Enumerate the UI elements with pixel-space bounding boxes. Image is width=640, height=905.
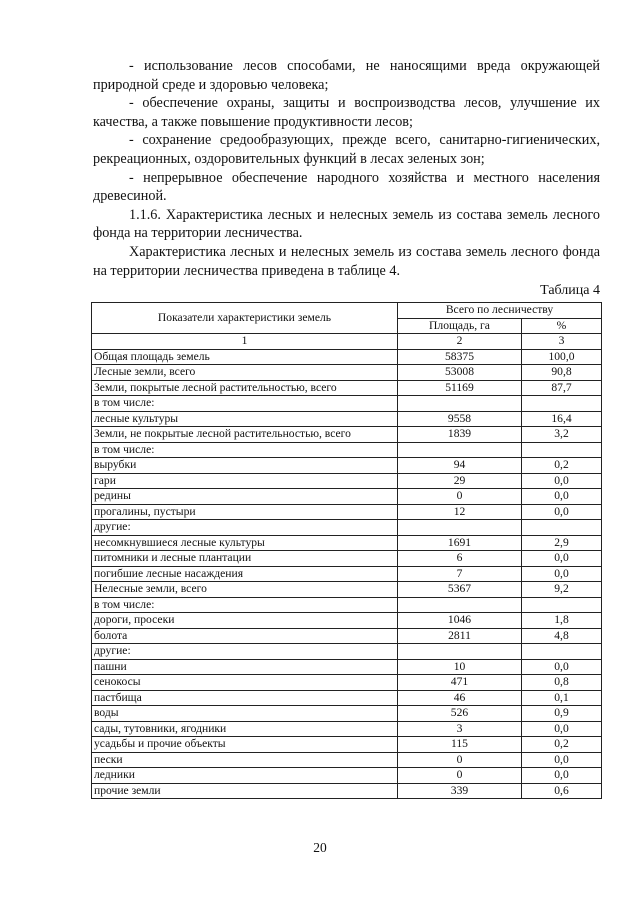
column-number: 1 <box>92 334 398 350</box>
paragraph: - непрерывное обеспечение народного хозяйства и местного населения древесиной. <box>93 169 600 205</box>
row-area: 471 <box>398 675 522 691</box>
row-name: пески <box>92 752 398 768</box>
table-row <box>92 349 602 365</box>
row-name: в том числе: <box>92 597 398 613</box>
table-row <box>92 489 602 505</box>
row-percent: 3,2 <box>522 427 602 443</box>
row-area: 0 <box>398 489 522 505</box>
row-percent: 0,0 <box>522 752 602 768</box>
row-percent: 90,8 <box>522 365 602 381</box>
paragraph: Характеристика лесных и нелесных земель из состава земель лесного фонда на территории лесничества приведена в таблице 4. <box>93 243 600 279</box>
row-name: другие: <box>92 520 398 536</box>
row-area: 115 <box>398 737 522 753</box>
row-name: Земли, не покрытые лесной растительностью, всего <box>92 427 398 443</box>
table-row <box>92 411 602 427</box>
row-area: 51169 <box>398 380 522 396</box>
row-area: 9558 <box>398 411 522 427</box>
table-row <box>92 535 602 551</box>
row-percent: 0,0 <box>522 768 602 784</box>
row-percent: 0,0 <box>522 551 602 567</box>
row-percent: 4,8 <box>522 628 602 644</box>
row-area: 6 <box>398 551 522 567</box>
paragraph: - использование лесов способами, не наносящими вреда окружающей природной среде и здоровью человека; <box>93 58 600 93</box>
table-row <box>92 768 602 784</box>
column-number: 2 <box>398 334 522 350</box>
row-percent <box>522 597 602 613</box>
table-row <box>92 690 602 706</box>
table-row <box>92 597 602 613</box>
row-area: 10 <box>398 659 522 675</box>
row-area <box>398 597 522 613</box>
row-percent: 87,7 <box>522 380 602 396</box>
row-area: 0 <box>398 752 522 768</box>
table-row <box>92 396 602 412</box>
row-name: Общая площадь земель <box>92 349 398 365</box>
table-row <box>92 566 602 582</box>
row-area: 526 <box>398 706 522 722</box>
table-row <box>92 520 602 536</box>
row-percent: 0,9 <box>522 706 602 722</box>
table-row <box>92 659 602 675</box>
section-heading: 1.1.6. Характеристика лесных и нелесных земель из состава земель лесного фонда на территории лесничества. <box>93 206 600 242</box>
header-group-total: Всего по лесничеству <box>398 303 602 319</box>
table-row <box>92 706 602 722</box>
paragraph: - сохранение средообразующих, прежде всего, санитарно-гигиенических, рекреационных, оздоровительных функций в лесах зеленых зон; <box>93 132 600 167</box>
row-area <box>398 442 522 458</box>
row-name: прогалины, пустыри <box>92 504 398 520</box>
row-name: погибшие лесные насаждения <box>92 566 398 582</box>
table-row <box>92 721 602 737</box>
row-name: ледники <box>92 768 398 784</box>
row-name: несомкнувшиеся лесные культуры <box>92 535 398 551</box>
table-row <box>92 644 602 660</box>
row-percent: 16,4 <box>522 411 602 427</box>
row-name: усадьбы и прочие объекты <box>92 737 398 753</box>
row-percent <box>522 644 602 660</box>
table-row <box>92 783 602 799</box>
row-name: редины <box>92 489 398 505</box>
row-area: 1046 <box>398 613 522 629</box>
row-percent: 0,1 <box>522 690 602 706</box>
row-percent: 0,2 <box>522 737 602 753</box>
row-percent: 0,0 <box>522 721 602 737</box>
row-area: 7 <box>398 566 522 582</box>
row-percent: 0,0 <box>522 566 602 582</box>
row-name: сенокосы <box>92 675 398 691</box>
row-name: питомники и лесные плантации <box>92 551 398 567</box>
table-row <box>92 613 602 629</box>
table-row <box>92 752 602 768</box>
row-area: 3 <box>398 721 522 737</box>
row-area: 2811 <box>398 628 522 644</box>
row-percent: 0,6 <box>522 783 602 799</box>
row-area: 1839 <box>398 427 522 443</box>
row-area: 5367 <box>398 582 522 598</box>
page-number: 20 <box>313 840 327 855</box>
header-area: Площадь, га <box>398 318 522 334</box>
row-area: 94 <box>398 458 522 474</box>
table-row <box>92 675 602 691</box>
row-area: 58375 <box>398 349 522 365</box>
row-name: воды <box>92 706 398 722</box>
row-name: прочие земли <box>92 783 398 799</box>
table-row <box>92 504 602 520</box>
row-name: в том числе: <box>92 396 398 412</box>
row-area <box>398 644 522 660</box>
table-caption: Таблица 4 <box>540 283 600 298</box>
row-name: Нелесные земли, всего <box>92 582 398 598</box>
row-percent: 0,0 <box>522 473 602 489</box>
row-name: вырубки <box>92 458 398 474</box>
row-area: 0 <box>398 768 522 784</box>
row-percent <box>522 396 602 412</box>
row-area <box>398 396 522 412</box>
table-body <box>92 349 602 799</box>
table-row <box>92 380 602 396</box>
table-row <box>92 582 602 598</box>
row-name: болота <box>92 628 398 644</box>
row-percent: 9,2 <box>522 582 602 598</box>
body-text <box>93 57 600 280</box>
table-row <box>92 628 602 644</box>
row-area: 339 <box>398 783 522 799</box>
header-percent: % <box>522 318 602 334</box>
row-percent <box>522 442 602 458</box>
row-percent: 0,0 <box>522 659 602 675</box>
row-name: гари <box>92 473 398 489</box>
row-area: 1691 <box>398 535 522 551</box>
row-percent: 0,0 <box>522 504 602 520</box>
row-name: пастбища <box>92 690 398 706</box>
table-row <box>92 458 602 474</box>
row-name: другие: <box>92 644 398 660</box>
row-percent: 0,8 <box>522 675 602 691</box>
table-row <box>92 427 602 443</box>
column-number: 3 <box>522 334 602 350</box>
row-name: в том числе: <box>92 442 398 458</box>
table-row <box>92 551 602 567</box>
row-area <box>398 520 522 536</box>
row-area: 12 <box>398 504 522 520</box>
table-row <box>92 365 602 381</box>
row-name: Земли, покрытые лесной растительностью, всего <box>92 380 398 396</box>
paragraph: - обеспечение охраны, защиты и воспроизводства лесов, улучшение их качества, а также повышение продуктивности лесов; <box>93 95 600 130</box>
row-percent: 0,0 <box>522 489 602 505</box>
row-percent: 0,2 <box>522 458 602 474</box>
row-percent: 2,9 <box>522 535 602 551</box>
row-name: Лесные земли, всего <box>92 365 398 381</box>
row-percent <box>522 520 602 536</box>
row-name: пашни <box>92 659 398 675</box>
table-row <box>92 473 602 489</box>
row-percent: 1,8 <box>522 613 602 629</box>
row-name: сады, тутовники, ягодники <box>92 721 398 737</box>
row-area: 53008 <box>398 365 522 381</box>
row-name: дороги, просеки <box>92 613 398 629</box>
row-area: 29 <box>398 473 522 489</box>
table-row <box>92 737 602 753</box>
table-row <box>92 442 602 458</box>
header-indicators: Показатели характеристики земель <box>92 303 398 334</box>
row-area: 46 <box>398 690 522 706</box>
row-percent: 100,0 <box>522 349 602 365</box>
land-characteristics-table <box>91 302 602 799</box>
row-name: лесные культуры <box>92 411 398 427</box>
